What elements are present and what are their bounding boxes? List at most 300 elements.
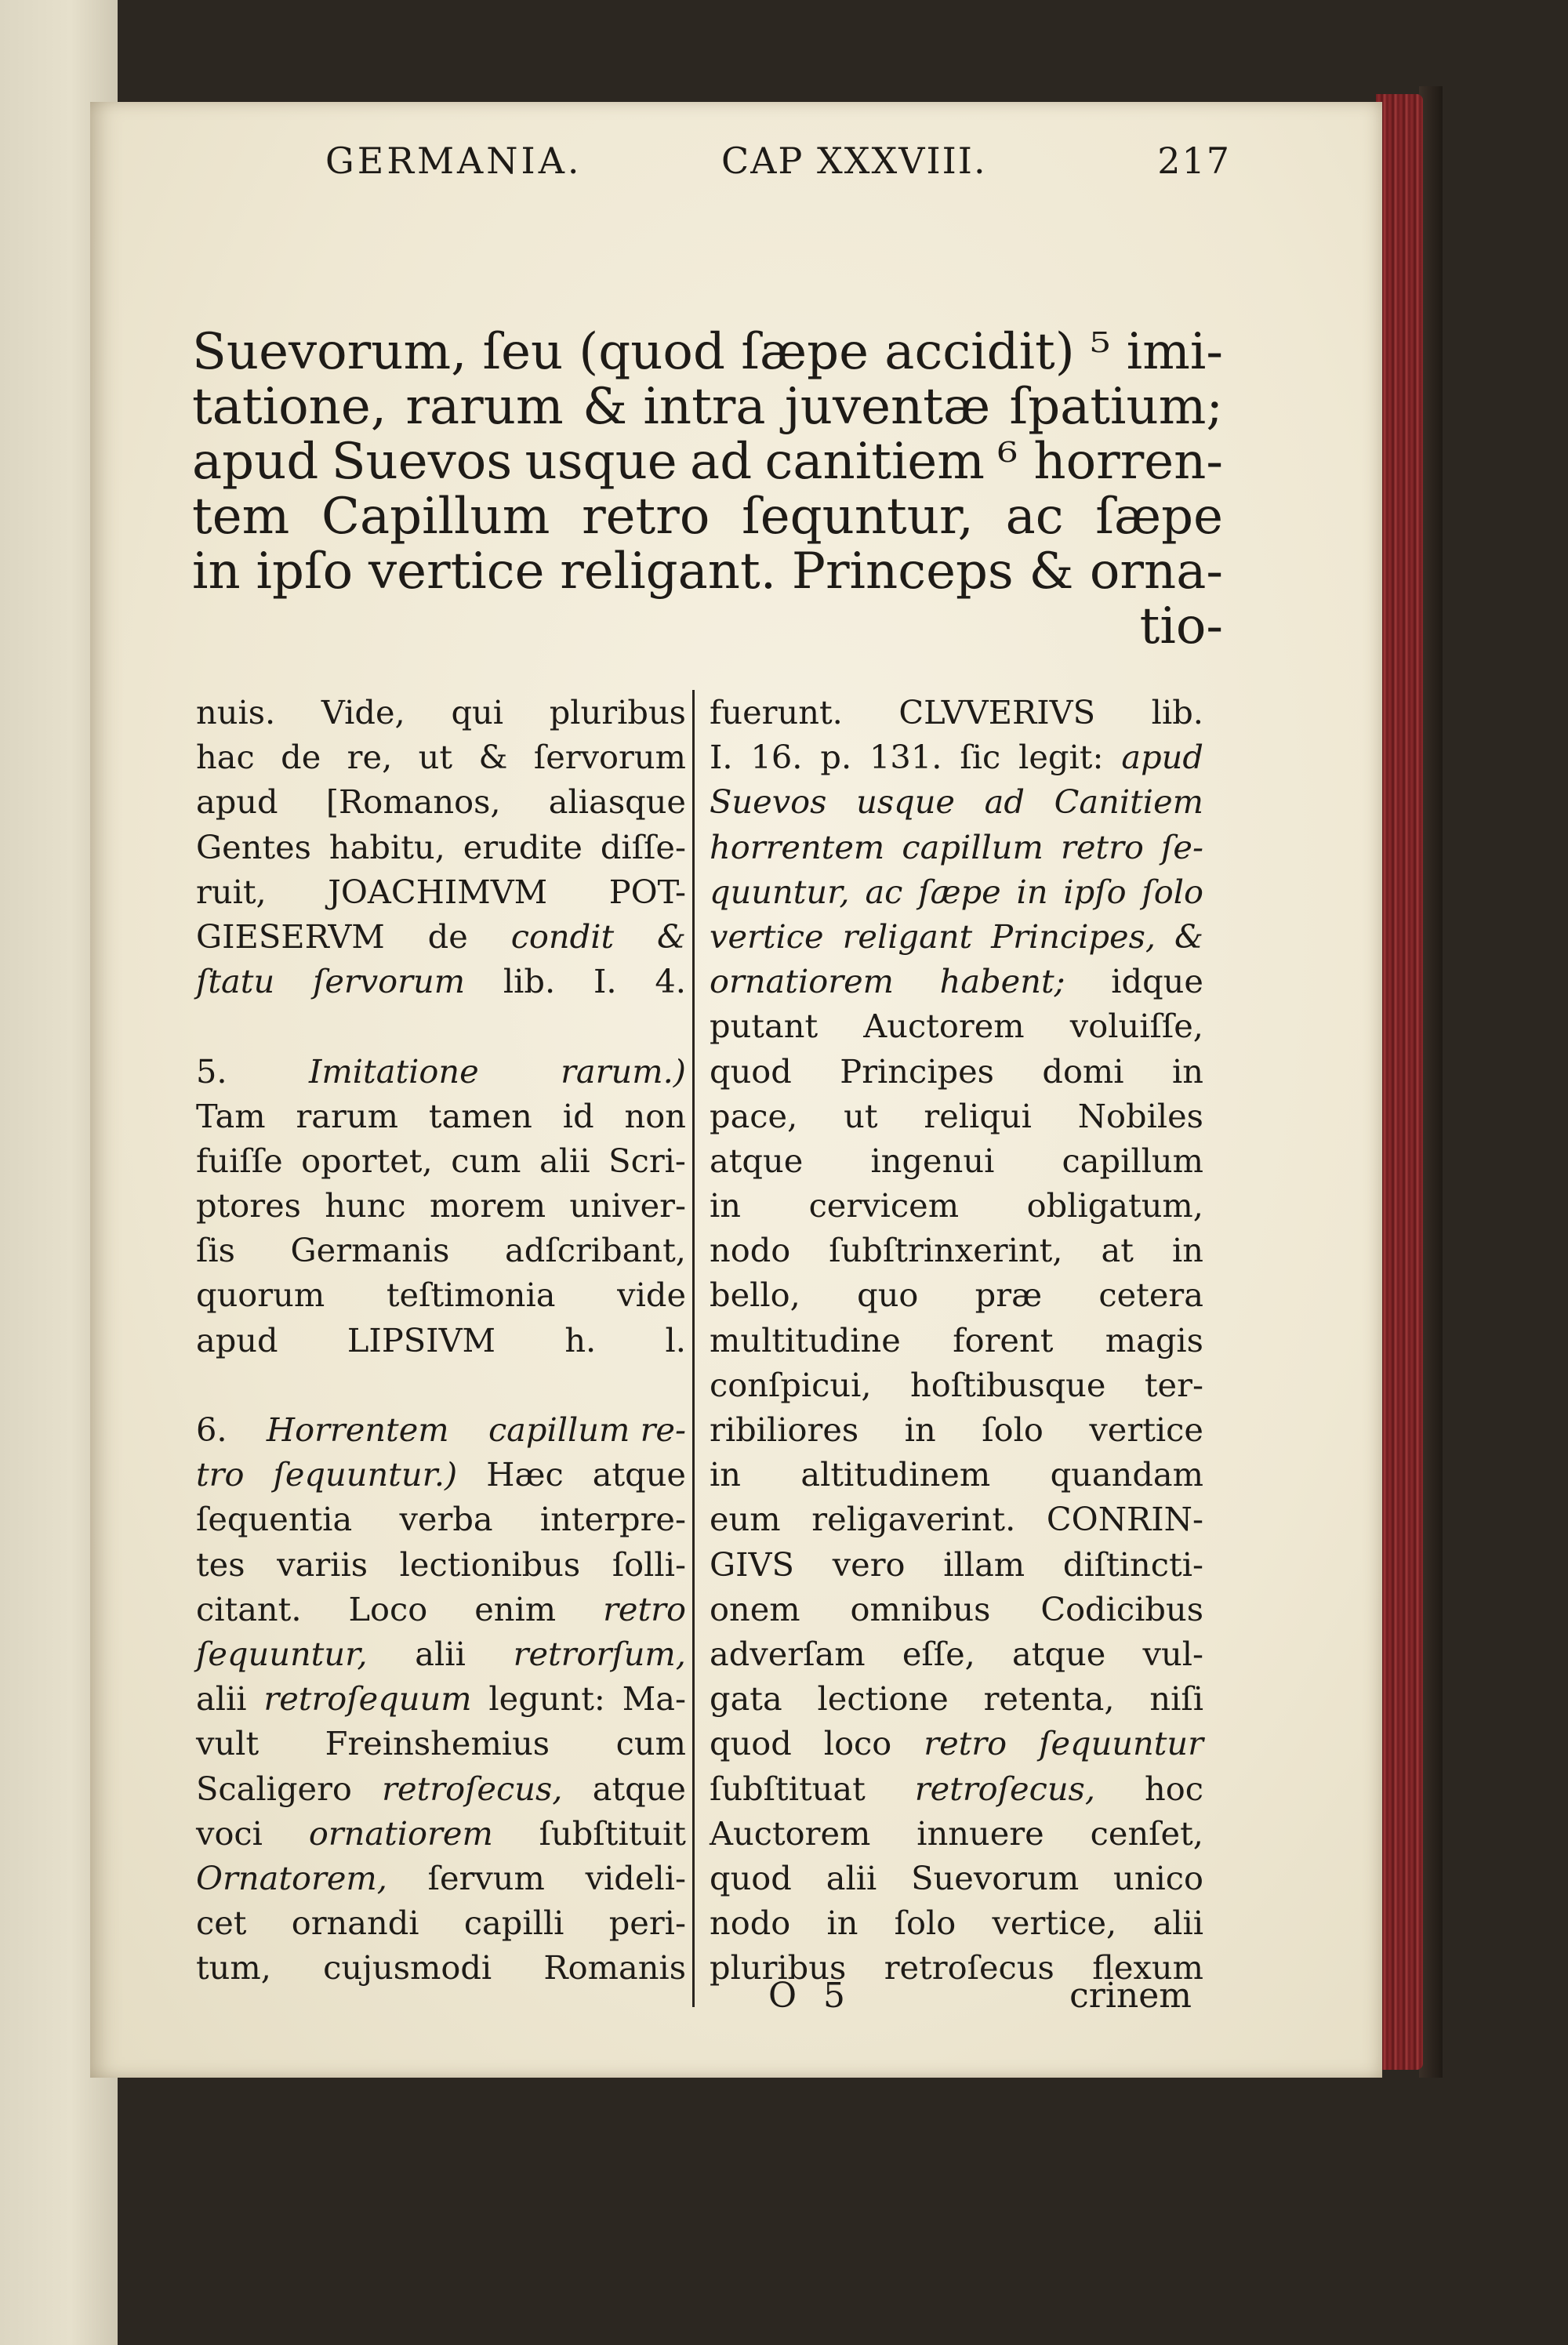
left_column-word: l.: [665, 1320, 686, 1359]
left_column-word: nuis.: [196, 693, 276, 731]
right_column-word: lectione: [817, 1679, 949, 1719]
left_column-word: lectionibus: [399, 1545, 581, 1584]
right_column-word: in: [826, 1904, 858, 1943]
left_column-word: enim: [474, 1589, 557, 1628]
left_column-word: [Romanos,: [325, 782, 501, 822]
right_column-word: quod: [710, 1724, 792, 1763]
right_column-word: hoc: [1145, 1769, 1203, 1808]
right_column-word: pace,: [710, 1096, 798, 1135]
left_column-word: Ornatorem,: [196, 1858, 387, 1897]
main-word: religant.: [560, 543, 777, 601]
left_column-word: Hæc: [486, 1455, 564, 1494]
right_column-word: cetera: [1098, 1276, 1203, 1315]
left_column-word: habitu,: [328, 827, 445, 866]
left_column-word: adſcribant,: [505, 1231, 686, 1270]
left_column-line: [196, 1766, 686, 1811]
left_column-word: non: [624, 1096, 686, 1135]
left_column-line: [196, 1407, 686, 1452]
left_column-line: [196, 1452, 686, 1497]
right_column-word: ingenui: [870, 1141, 995, 1180]
right_column-word: vero: [832, 1545, 906, 1584]
right_column-word: omnibus: [850, 1589, 991, 1628]
right_column-word: gata: [710, 1679, 782, 1719]
right_column-word: p.: [820, 738, 852, 777]
right_column-word: fuerunt.: [710, 693, 843, 731]
left_column-word: alii: [196, 1679, 247, 1719]
right_column-word: cenſet,: [1090, 1813, 1203, 1853]
left_column-word: cum: [615, 1724, 686, 1763]
main-word: Suevorum,: [192, 323, 467, 381]
left_column-word: hac: [196, 738, 255, 777]
right_column-word: Nobiles: [1077, 1096, 1203, 1135]
right_column-word: Auctorem: [863, 1007, 1025, 1046]
main-word: & intra: [583, 378, 766, 436]
main-line: [192, 489, 1223, 544]
left_column-line: [196, 1318, 686, 1363]
right_column-word: pluribus: [710, 1948, 847, 1987]
left_column-word: de: [427, 917, 468, 956]
main-word: ad: [690, 433, 753, 491]
left_column-word: citant.: [196, 1589, 302, 1628]
main-word: ſequntur,: [742, 488, 974, 546]
right_column-line: [710, 1004, 1203, 1048]
left_column-word: interpre-: [539, 1500, 686, 1539]
left_column-line: [196, 1676, 686, 1721]
right_column-line: [710, 1183, 1203, 1228]
right_column-word: multitudine: [710, 1320, 901, 1359]
main-word: apud: [192, 433, 319, 491]
right_column-word: ſolo: [982, 1410, 1044, 1449]
left_column-line: [196, 869, 686, 914]
right_column-word: innuere: [916, 1813, 1044, 1853]
left_column-word: id: [562, 1096, 594, 1135]
left_column-line: [196, 1587, 686, 1632]
right_column-line: [710, 735, 1203, 779]
left_column-word: ſervorum: [312, 962, 466, 1001]
left_column-word: univer-: [569, 1186, 686, 1225]
right_column-word: diſtincti-: [1062, 1545, 1203, 1584]
left_column-word: vide: [617, 1276, 686, 1315]
right_column-word: GIVS: [710, 1545, 794, 1584]
right_column-word: retro: [1061, 827, 1144, 866]
left_column-word: Germanis: [290, 1231, 450, 1270]
left_column-word: &: [657, 917, 686, 956]
left_column-word: peri-: [608, 1904, 686, 1943]
left_column-line: [196, 1049, 686, 1094]
right_column-line: [710, 1049, 1203, 1094]
left_column-word: atque: [592, 1769, 686, 1808]
left_column-word: ut: [418, 738, 453, 777]
right_column-word: lib.: [1151, 693, 1203, 731]
main-word: ipſo: [256, 543, 354, 601]
right_column-word: ut: [844, 1096, 878, 1135]
left_column-word: variis: [277, 1545, 368, 1584]
left_column-word: ſtatu: [196, 962, 275, 1001]
main-word: Suevos: [331, 433, 513, 491]
main-word: tatione,: [192, 378, 387, 436]
left_column-word: &: [478, 738, 508, 777]
right_column-word: præ: [975, 1276, 1043, 1315]
left_column-word: vult: [196, 1724, 260, 1763]
right_column-word: Principes: [840, 1051, 994, 1091]
left_column-word: retro: [603, 1589, 686, 1628]
right_column-word: loco: [823, 1724, 892, 1763]
right_column-word: legit:: [1018, 738, 1104, 777]
left_column-word: qui: [451, 693, 504, 731]
main-line: [192, 379, 1223, 434]
right_column-word: CONRIN-: [1046, 1500, 1203, 1539]
right_column-line: [710, 959, 1203, 1004]
left_column-word: retroſecus,: [382, 1769, 563, 1808]
left_column-line: [196, 1721, 686, 1766]
left_column-word: alii: [415, 1634, 466, 1673]
main-word: usque: [524, 433, 677, 491]
right_column-line: [710, 1632, 1203, 1676]
left_column-line: [196, 1900, 686, 1945]
left_column-word: apud: [196, 782, 278, 822]
right_column-line: [710, 1452, 1203, 1497]
right_column-line: [710, 914, 1203, 959]
right_column-word: reliqui: [924, 1096, 1032, 1135]
left_column-word: tro: [196, 1455, 245, 1494]
left_column-word: re,: [347, 738, 393, 777]
left_column-word: ſequentia: [196, 1500, 353, 1539]
main-line: [192, 599, 1223, 654]
left_column-word: ſubſtituit: [539, 1813, 686, 1853]
main-word: Capillum: [321, 488, 550, 546]
right_column-word: ribiliores: [710, 1410, 859, 1449]
right_column-line: [710, 690, 1203, 735]
chapter-label: CAP XXXVIII.: [721, 140, 987, 182]
left_column-word: Imitatione: [309, 1051, 479, 1091]
right_column-word: vertice: [1089, 1410, 1203, 1449]
right_column-word: unico: [1113, 1858, 1203, 1897]
main-line: [192, 544, 1223, 599]
main-word: retro: [582, 488, 710, 546]
right_column-word: at: [1101, 1231, 1134, 1270]
right_column-word: religaverint.: [811, 1500, 1016, 1539]
right_column-word: vertice,: [992, 1904, 1117, 1943]
left_column-word: JOACHIMVM: [328, 872, 548, 911]
right_column-word: hoſtibusque: [910, 1365, 1106, 1404]
left_column-line: [196, 1094, 686, 1138]
left_column-word: voci: [196, 1813, 263, 1853]
left_column-word: verba: [399, 1500, 493, 1539]
right_column-word: ſequuntur: [1039, 1724, 1203, 1763]
column-divider: [692, 690, 695, 2007]
right_column-line: [710, 1766, 1203, 1811]
right_column-line: [710, 779, 1203, 824]
right_column-word: Canitiem: [1054, 782, 1203, 822]
right_column-word: ſolo: [1142, 872, 1203, 911]
left_column-word: tum,: [196, 1948, 271, 1987]
left_column-word: ornatiorem: [308, 1813, 493, 1853]
right_column-line: [710, 1407, 1203, 1452]
left_column-word: legunt:: [488, 1679, 605, 1719]
right_column-word: usque: [856, 782, 955, 822]
right_column-word: apud: [1121, 738, 1203, 777]
main-word: ſæpe: [1095, 488, 1223, 546]
left_column-line: [196, 1228, 686, 1272]
right_column-word: ſe-: [1161, 827, 1203, 866]
left_column-word: fuiſſe: [196, 1141, 283, 1180]
main-line: [192, 434, 1223, 489]
main-line: [192, 325, 1223, 379]
right_column-line: [710, 1900, 1203, 1945]
left_column-word: erudite: [463, 827, 583, 866]
right_column-word: habent;: [939, 962, 1065, 1001]
right_column-line: [710, 1497, 1203, 1541]
left_column-word: atque: [592, 1455, 686, 1494]
left_column-line: [196, 1945, 686, 1990]
right_column-word: in: [904, 1410, 936, 1449]
main-word: tem: [192, 488, 290, 546]
left_column-word: tes: [196, 1545, 245, 1584]
right_column-word: Auctorem: [710, 1813, 871, 1853]
right_column-word: quod: [710, 1051, 792, 1091]
left_column-word: Gentes: [196, 827, 311, 866]
right_column-line: [710, 1228, 1203, 1272]
right_column-word: bello,: [710, 1276, 800, 1315]
right_column-line: [710, 1721, 1203, 1766]
right_column-word: 16.: [750, 738, 803, 777]
left_column-word: ornandi: [291, 1904, 419, 1943]
left_column-word: 6.: [196, 1410, 227, 1449]
left_column-line: [196, 1497, 686, 1541]
right_column-word: religant: [842, 917, 973, 956]
page-footer: [768, 1976, 1192, 2016]
right_column-word: altitudinem: [800, 1455, 991, 1494]
left_column-word: videli-: [585, 1858, 686, 1897]
left_column-line: [196, 1272, 686, 1317]
right_column-word: CLVVERIVS: [898, 693, 1096, 731]
right_column-line: [710, 1094, 1203, 1138]
right_column-word: nodo: [710, 1231, 791, 1270]
right_column-word: retroſecus,: [914, 1769, 1096, 1808]
left_column-line: [196, 1183, 686, 1228]
right_column-word: retenta,: [983, 1679, 1115, 1719]
right_column-word: voluiſſe,: [1069, 1007, 1203, 1046]
right_column-word: ſubſtituat: [710, 1769, 866, 1808]
left_column-word: ptores: [196, 1186, 301, 1225]
left_column-word: cum: [451, 1141, 521, 1180]
left_column-word: quorum: [196, 1276, 325, 1315]
right_column-word: eſſe,: [902, 1634, 975, 1673]
main-word: vertice: [368, 543, 545, 601]
right_column-word: putant: [710, 1007, 818, 1046]
left_column-word: cujusmodi: [323, 1948, 492, 1987]
left_column-word: ſequuntur,: [196, 1634, 368, 1673]
right_column-word: eum: [710, 1500, 781, 1539]
main-text-block: [192, 325, 1223, 654]
running-title: GERMANIA.: [325, 140, 583, 182]
left_column-word: h.: [564, 1320, 597, 1359]
right_column-line: [710, 869, 1203, 914]
right_column-word: magis: [1105, 1320, 1203, 1359]
left_column-word: hunc: [325, 1186, 406, 1225]
left-footnote-column: [196, 690, 686, 1990]
left_column-word: POT-: [608, 872, 686, 911]
main-word: (quod ſæpe accidit): [579, 323, 1075, 381]
left_column-word: retroſequum: [263, 1679, 472, 1719]
left_column-word: I.: [593, 962, 617, 1001]
right_column-word: atque: [710, 1141, 804, 1180]
left_column-word: diſſe-: [600, 827, 686, 866]
right_column-word: Principes,: [991, 917, 1156, 956]
left_column-word: ſervum: [427, 1858, 545, 1897]
left_column-word: condit: [510, 917, 615, 956]
left_column-line: [196, 1138, 686, 1183]
left_column-word: aliasque: [548, 782, 686, 822]
main-word: canitiem: [764, 433, 985, 491]
right_column-line: [710, 1363, 1203, 1407]
right_column-word: ornatiorem: [710, 962, 894, 1001]
right_column-word: ad: [984, 782, 1025, 822]
main-word: ac: [1005, 488, 1064, 546]
right_column-word: Codicibus: [1040, 1589, 1203, 1628]
left_column-word: ruit,: [196, 872, 267, 911]
right_column-word: quod: [710, 1858, 792, 1897]
right_column-word: ſubſtrinxerint,: [829, 1231, 1063, 1270]
left_column-word: alii: [539, 1141, 590, 1180]
right_column-word: retroſecus: [884, 1948, 1054, 1987]
right_column-word: adverſam: [710, 1634, 866, 1673]
right_column-word: 131.: [869, 738, 942, 777]
main-word: ſpatium;: [1009, 378, 1223, 436]
right_column-word: idque: [1111, 962, 1203, 1001]
left_column-line: [196, 825, 686, 869]
main-word: Princeps: [791, 543, 1014, 601]
main-word: & orna-: [1029, 543, 1223, 601]
left_column-line: [196, 914, 686, 959]
right_column-word: onem: [710, 1589, 800, 1628]
left_column-word: capillum re-: [488, 1410, 686, 1449]
right_column-line: [710, 1856, 1203, 1900]
left_column-word: rarum: [296, 1096, 398, 1135]
left_column-line: [196, 735, 686, 779]
right_column-word: flexum: [1092, 1948, 1203, 1987]
right_column-word: retro: [924, 1724, 1007, 1763]
right_column-word: quuntur,: [710, 872, 850, 911]
right_column-word: alii: [1152, 1904, 1203, 1943]
right_column-word: in: [710, 1186, 742, 1225]
right_column-word: forent: [953, 1320, 1054, 1359]
left_column-word: Freinshemius: [325, 1724, 550, 1763]
left_column-word: Vide,: [321, 693, 405, 731]
right_column-word: Suevos: [710, 782, 827, 822]
right_column-word: quo: [857, 1276, 919, 1315]
left_column-word: ſequuntur.): [273, 1455, 458, 1494]
left_column-word: Horrentem: [266, 1410, 449, 1449]
right_column-word: alii: [826, 1858, 877, 1897]
left_column-line: [196, 1542, 686, 1587]
left_column-line: [196, 1811, 686, 1856]
right_column-word: ipſo: [1063, 872, 1127, 911]
left_column-word: morem: [430, 1186, 546, 1225]
left_column-word: Loco: [348, 1589, 428, 1628]
right_column-word: &: [1174, 917, 1203, 956]
left_column-line: [196, 959, 686, 1004]
left_column-line: [196, 779, 686, 824]
right-footnote-column: [710, 690, 1203, 1990]
right_column-word: ac: [865, 872, 903, 911]
left_column-word: cet: [196, 1904, 247, 1943]
right_column-word: vertice: [710, 917, 824, 956]
left_column-word: ſis: [196, 1231, 235, 1270]
left_column-word: teſtimonia: [386, 1276, 556, 1315]
left_column-line: [196, 690, 686, 735]
main-word: rarum: [405, 378, 564, 436]
right_column-word: cervicem: [808, 1186, 960, 1225]
right_column-word: conſpicui,: [710, 1365, 872, 1404]
page-edges-red: [1376, 94, 1423, 2070]
main-word: in: [192, 543, 241, 601]
left_column-word: LIPSIVM: [347, 1320, 496, 1359]
left_column-word: Ma-: [622, 1679, 686, 1719]
left_column-word: GIESERVM: [196, 917, 385, 956]
left_column-word: capilli: [463, 1904, 564, 1943]
main-word: ſeu: [482, 323, 564, 381]
right_column-word: capillum: [1062, 1141, 1203, 1180]
right_column-word: ter-: [1144, 1365, 1203, 1404]
left_column-word: Scri-: [608, 1141, 686, 1180]
left_column-line: [196, 1004, 686, 1048]
left_column-word: apud: [196, 1320, 278, 1359]
left_column-word: de: [281, 738, 321, 777]
right_column-line: [710, 1587, 1203, 1632]
right_column-word: I.: [710, 738, 733, 777]
main-word: tio-: [1139, 597, 1223, 655]
left_column-word: ſervorum: [533, 738, 686, 777]
main-word: ⁶ horren-: [997, 433, 1223, 491]
right_column-line: [710, 1542, 1203, 1587]
right_column-line: [710, 1811, 1203, 1856]
left_column-line: [196, 1363, 686, 1407]
main-word: ⁵ imi-: [1090, 323, 1223, 381]
right_column-word: horrentem: [710, 827, 885, 866]
right_column-word: domi: [1042, 1051, 1124, 1091]
right_column-line: [710, 1318, 1203, 1363]
left_column-line: [196, 1632, 686, 1676]
right_column-word: ſic: [960, 738, 1001, 777]
right_column-word: ſolo: [894, 1904, 956, 1943]
main-word: juventæ: [784, 378, 991, 436]
left_column-word: Tam: [196, 1096, 266, 1135]
right_column-word: capillum: [902, 827, 1044, 866]
right_column-line: [710, 1272, 1203, 1317]
right_column-line: [710, 1676, 1203, 1721]
left_column-word: tamen: [428, 1096, 532, 1135]
right_column-word: ſæpe: [918, 872, 1001, 911]
left_column-word: oportet,: [301, 1141, 433, 1180]
left_column-word: lib.: [503, 962, 556, 1001]
left_column-word: pluribus: [549, 693, 686, 731]
left_column-word: 4.: [655, 962, 686, 1001]
right_column-word: niſi: [1149, 1679, 1203, 1719]
right_column-line: [710, 825, 1203, 869]
right_column-word: quandam: [1050, 1455, 1203, 1494]
right_column-word: in: [710, 1455, 742, 1494]
left_column-word: rarum.): [561, 1051, 686, 1091]
right_column-word: vul-: [1142, 1634, 1203, 1673]
left_column-word: Romanis: [543, 1948, 686, 1987]
right_column-word: atque: [1012, 1634, 1106, 1673]
right_column-word: Suevorum: [911, 1858, 1080, 1897]
right_column-word: in: [1016, 872, 1048, 911]
left_column-word: retrorſum,: [513, 1634, 686, 1673]
right_column-word: obligatum,: [1026, 1186, 1203, 1225]
left_column-word: Scaligero: [196, 1769, 352, 1808]
